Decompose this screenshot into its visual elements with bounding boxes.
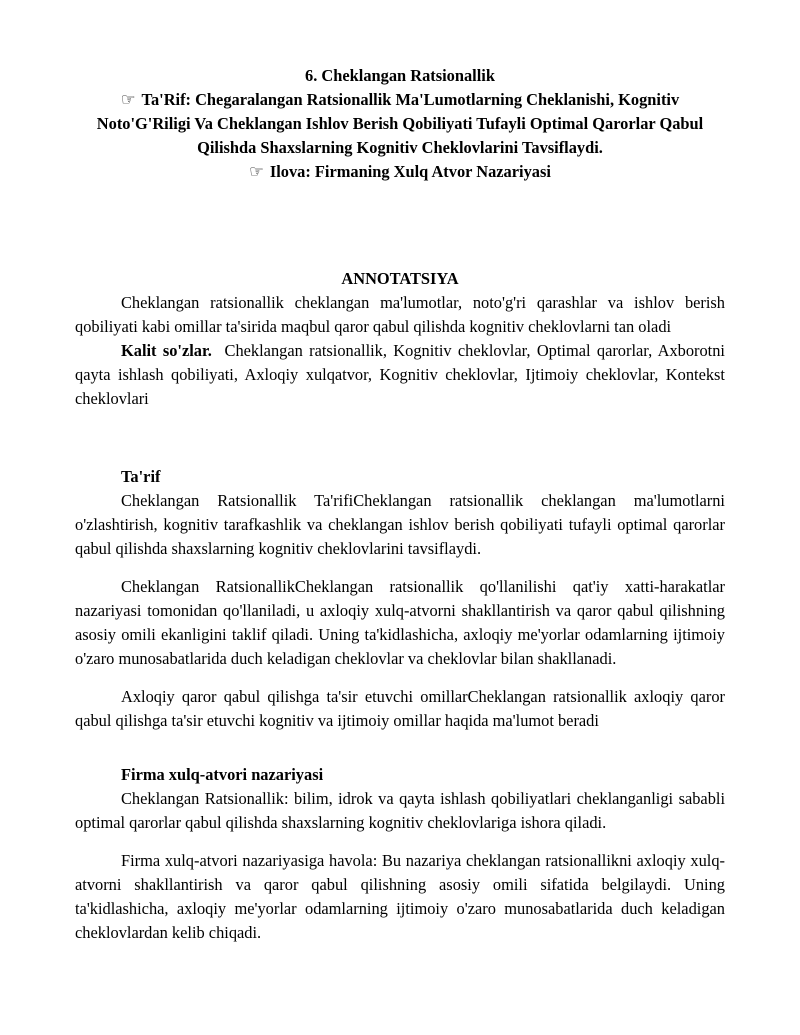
firm-paragraph-2: Firma xulq-atvori nazariyasiga havola: Bu nazariya cheklangan ratsionallikni axloqiy xulq-atvorni shakllantirish va qaror qabul qilishning asosiy omili sifatida belgilaydi. Uning ta'kidlashicha, axloqiy me'yorlar odamlarning ijtimoiy o'zaro munosabatlarida duch keladigan cheklovlardan kelib chiqadi. bbox=[75, 851, 725, 942]
firm-heading: Firma xulq-atvori nazariyasi bbox=[121, 765, 324, 784]
page-title: 6. Cheklangan Ratsionallik bbox=[305, 66, 495, 85]
keywords-label: Kalit so'zlar. bbox=[121, 341, 212, 360]
definition-paragraph-2: Cheklangan RatsionallikCheklangan ratsionallik qo'llanilishi qat'iy xatti-harakatlar nazariyasi tomonidan qo'llaniladi, u axloqiy xulq-atvorni shakllantirish va qaror qabul qilishning asosiy omili ekanligini taklif qiladi. Uning ta'kidlashicha, axloqiy me'yorlar odamlarning ijtimoiy o'zaro munosabatlarida duch keladigan cheklovlar va cheklovlar bilan shakllanadi. bbox=[75, 577, 725, 668]
document-page bbox=[75, 64, 725, 945]
keywords-paragraph bbox=[75, 339, 725, 411]
definition-text: Ta'Rif: Chegaralangan Ratsionallik Ma'Lumotlarning Cheklanishi, Kognitiv Noto'G'Riligi Va Cheklangan Ishlov Berish Qobiliyati Tufayli Optimal Qarorlar Qabul Qilishda Shaxslarning Kognitiv Cheklovlarini Tavsiflaydi. bbox=[96, 90, 704, 157]
definition-paragraph-1: Cheklangan Ratsionallik Ta'rifiCheklangan ratsionallik cheklangan ma'lumotlarni o'zlashtirish, kognitiv tarafkashlik va cheklangan ishlov berish qobiliyati tufayli optimal qarorlar qabul qilishda shaxslarning kognitiv cheklovlarini tavsiflaydi. bbox=[75, 491, 725, 558]
annotation-heading: ANNOTATSIYA bbox=[341, 269, 459, 288]
title-block bbox=[75, 64, 725, 184]
definition-paragraph-3: Axloqiy qaror qabul qilishga ta'sir etuvchi omillarCheklangan ratsionallik axloqiy qaror qabul qilishga ta'sir etuvchi kognitiv va ijtimoiy omillar haqida ma'lumot beradi bbox=[75, 687, 725, 730]
annotation-text: Cheklangan ratsionallik cheklangan ma'lumotlar, noto'g'ri qarashlar va ishlov berish qobiliyati kabi omillar ta'sirida maqbul qaror qabul qilishda kognitiv cheklovlarni tan oladi bbox=[75, 293, 725, 336]
appendix-line bbox=[75, 160, 725, 184]
pointing-hand-icon: ☞ bbox=[120, 90, 136, 109]
definition-line bbox=[75, 88, 725, 160]
keywords-text: Cheklangan ratsionallik, Kognitiv cheklovlar, Optimal qarorlar, Axborotni qayta ishlash qobiliyati, Axloqiy xulqatvor, Kognitiv cheklovlar, Ijtimoiy cheklovlar, Kontekst cheklovlari bbox=[75, 341, 725, 408]
definition-heading: Ta'rif bbox=[121, 467, 161, 486]
pointing-hand-icon: ☞ bbox=[249, 162, 264, 181]
appendix-text: Ilova: Firmaning Xulq Atvor Nazariyasi bbox=[269, 162, 551, 181]
firm-paragraph-1: Cheklangan Ratsionallik: bilim, idrok va qayta ishlash qobiliyatlari cheklanganligi sababli optimal qarorlar qabul qilishda shaxslarning kognitiv cheklovlariga ishora qiladi. bbox=[75, 789, 725, 832]
